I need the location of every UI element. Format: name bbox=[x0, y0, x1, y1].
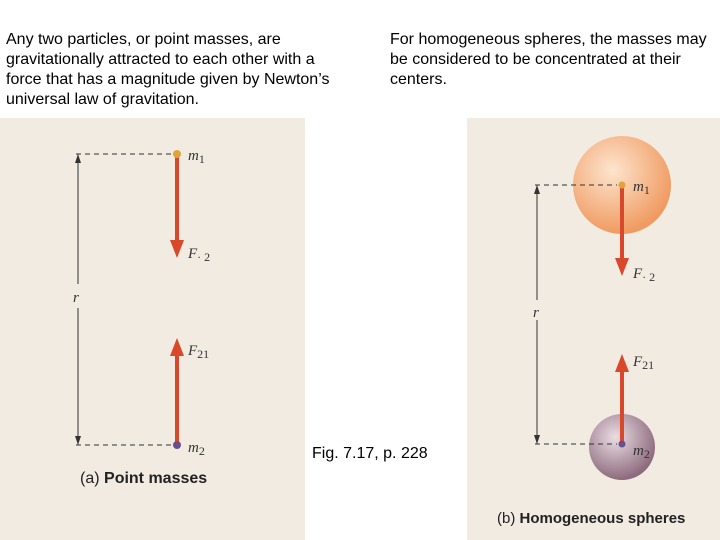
mass-m1-center bbox=[619, 182, 626, 189]
mass-m2-dot bbox=[173, 441, 181, 449]
right-caption: For homogeneous spheres, the masses may be considered to be concentrated at their centers. bbox=[390, 31, 707, 88]
f12-label: $F_{\cdot 2}$ bbox=[188, 246, 211, 264]
m1-label: $m_1$ bbox=[633, 179, 650, 197]
m2-label: $m_2$ bbox=[188, 440, 205, 458]
f12-label: $F_{\cdot 2}$ bbox=[633, 266, 656, 284]
mass-m2-center bbox=[619, 441, 626, 448]
f21-label: $F_{21}$ bbox=[633, 354, 655, 372]
figure-reference: Fig. 7.17, p. 228 bbox=[312, 445, 428, 462]
point-masses-panel bbox=[0, 118, 305, 540]
homogeneous-spheres-panel bbox=[467, 118, 720, 540]
left-caption: Any two particles, or point masses, are gravitationally attracted to each other with a force that has a magnitude given by Newton’s universal law of gravitation. bbox=[6, 31, 330, 108]
panel-b-title: (b) Homogeneous spheres bbox=[497, 510, 686, 527]
r-label: r bbox=[73, 290, 79, 306]
spheres-diagram bbox=[467, 118, 720, 540]
m1-label: $m_1$ bbox=[188, 148, 205, 166]
panel-a-title: (a) Point masses bbox=[80, 470, 208, 487]
m2-label: $m_2$ bbox=[633, 443, 650, 461]
f21-label: $F_{21}$ bbox=[188, 343, 210, 361]
r-label: r bbox=[533, 305, 539, 321]
mass-m1-dot bbox=[173, 150, 181, 158]
